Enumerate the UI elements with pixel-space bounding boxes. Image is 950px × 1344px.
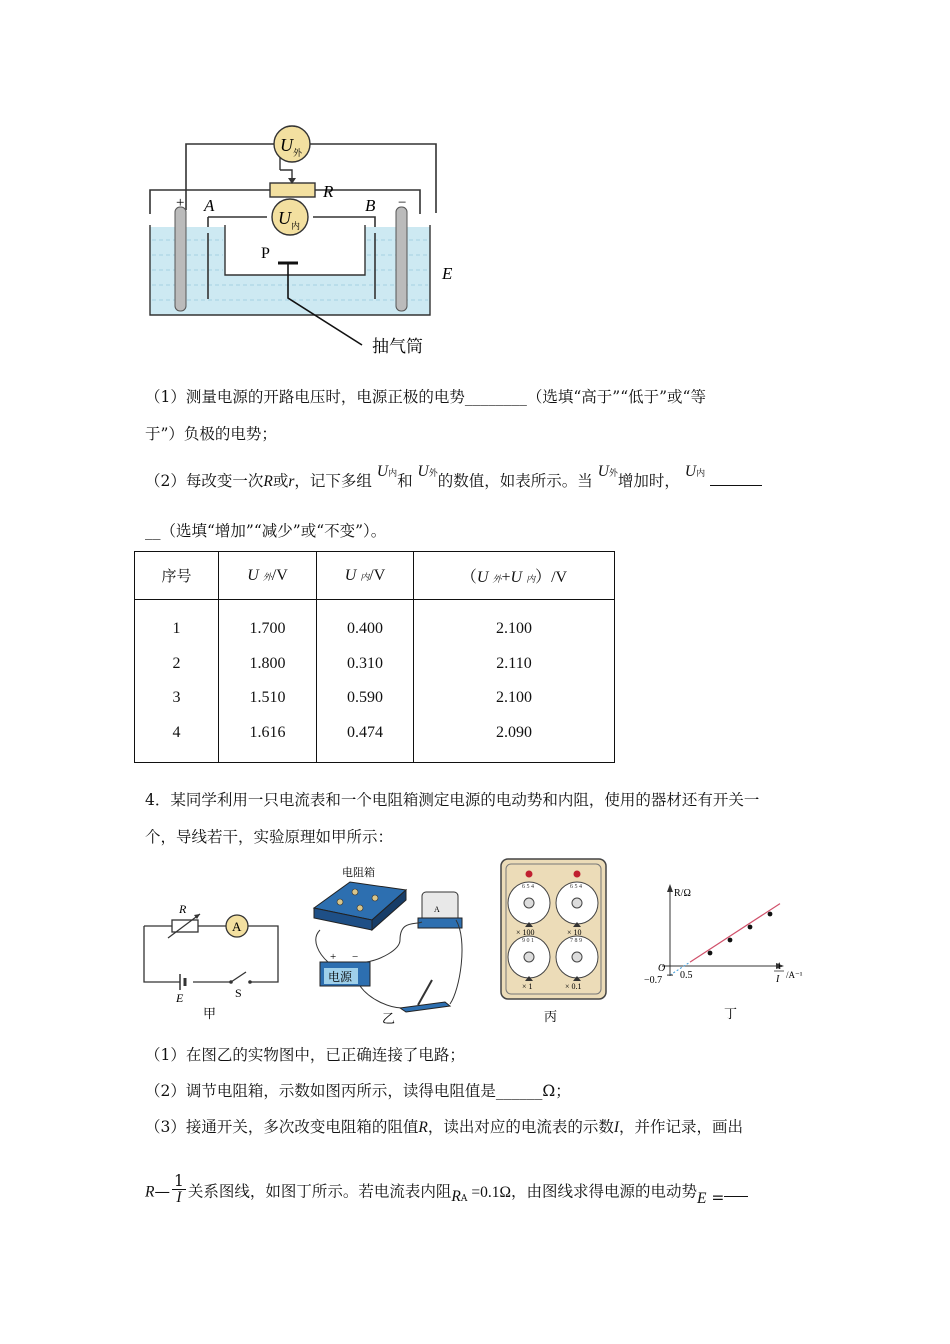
rheostat [270,183,315,197]
svg-text:电阻箱: 电阻箱 [342,866,375,879]
fig-yi-apparatus [300,860,475,1025]
svg-text:E: E [442,264,453,283]
svg-text:6 5 4: 6 5 4 [522,884,534,890]
fig-ding-chart [640,878,820,1026]
table-row: 3 1.510 0.590 2.100 [135,681,615,716]
svg-text:R: R [179,902,187,916]
table-header [135,552,615,600]
electrode-positive [175,207,186,311]
table-row: 4 1.616 0.474 2.090 [135,716,615,763]
svg-text:内: 内 [291,221,301,231]
data-point [708,951,713,956]
svg-text:× 100: × 100 [516,928,535,937]
data-point [728,938,733,943]
svg-text:A: A [232,919,242,934]
svg-text:B: B [365,196,376,215]
switch-symbol [231,972,246,982]
svg-text:× 0.1: × 0.1 [565,982,582,991]
fit-line [690,904,780,963]
svg-text:× 10: × 10 [567,928,582,937]
svg-text:电源: 电源 [328,970,353,984]
svg-text:S: S [235,986,242,1000]
q4-part3-line2: R— $\frac{1}{I}$ 关系图线，如图丁所示。若电流表内阻RA =0.1Ω，由图线求得电源的电动势E = [145,1176,748,1209]
svg-text:/A⁻¹: /A⁻¹ [786,970,803,980]
voltage-table [134,551,615,763]
svg-text:乙: 乙 [382,1012,396,1025]
data-point [768,912,773,917]
knife-switch [400,1002,450,1012]
svg-text:A: A [204,196,215,215]
pump-label: 抽气筒 [372,337,423,357]
svg-text:甲: 甲 [203,1007,217,1022]
svg-text:× 1: × 1 [522,982,533,991]
data-point [748,925,753,930]
q3-part1-line1: （1）测量电源的开路电压时，电源正极的电势________（选填“高于”“低于”或“等 [145,388,706,406]
svg-text:+: + [330,951,337,963]
cell-diagram [130,115,490,365]
col-u-in: U 内/V [317,552,414,600]
svg-text:1: 1 [777,961,782,971]
svg-text:I: I [776,974,780,985]
fig-bing-dials [498,856,610,1026]
svg-text:外: 外 [293,148,303,158]
voltmeter-inner-label: U [278,208,291,228]
q4-intro-line1: 4．某同学利用一只电流表和一个电阻箱测定电源的电动势和内阻，使用的器材还有开关一 [145,791,760,809]
fig-jia-circuit [138,898,288,1023]
table-row: 2 1.800 0.310 2.110 [135,647,615,682]
svg-text:−: − [398,195,407,211]
svg-text:−: − [352,951,359,963]
x-tick-label: 0.5 [680,970,693,981]
svg-text:丁: 丁 [724,1007,738,1022]
y-intercept-label: −0.7 [644,975,663,986]
table-row: 1 1.700 0.400 2.100 [135,600,615,647]
svg-text:E: E [176,991,184,1005]
q4-part1: （1）在图乙的实物图中，已正确连接了电路； [145,1046,465,1064]
svg-text:R: R [323,182,334,201]
q4-part2: （2）调节电阻箱，示数如图丙所示，读得电阻值是______Ω； [145,1082,571,1100]
electrode-negative [396,207,407,311]
svg-text:丙: 丙 [544,1010,558,1025]
col-u-out: U 外/V [219,552,317,600]
col-index: 序号 [135,552,219,600]
svg-text:6 5 4: 6 5 4 [570,884,582,890]
q3-part1-line2: 于”）负极的电势； [145,425,277,443]
voltmeter-outer-label: U [280,135,293,155]
origin-label: O [658,963,666,974]
q3-part2-line1: （2）每改变一次R或r，记下多组 U内和 U外的数值，如表所示。当 U外增加时， U内 [145,470,762,495]
svg-text:+: + [176,195,185,211]
q4-part3-line1: （3）接通开关，多次改变电阻箱的阻值R，读出对应的电流表的示数I，并作记录，画出 [145,1118,744,1136]
svg-text:7 8 9: 7 8 9 [570,938,582,944]
svg-text:A: A [434,905,440,914]
col-sum: （U 外+U 内）/V [414,552,615,600]
y-axis-label: R/Ω [674,888,691,899]
svg-text:9 0 1: 9 0 1 [522,938,534,944]
q4-intro-line2: 个，导线若干，实验原理如甲所示： [145,828,394,846]
svg-text:P: P [261,245,270,262]
q3-part2-line2: __（选填“增加”“减少”或“不变”）。 [145,522,387,540]
